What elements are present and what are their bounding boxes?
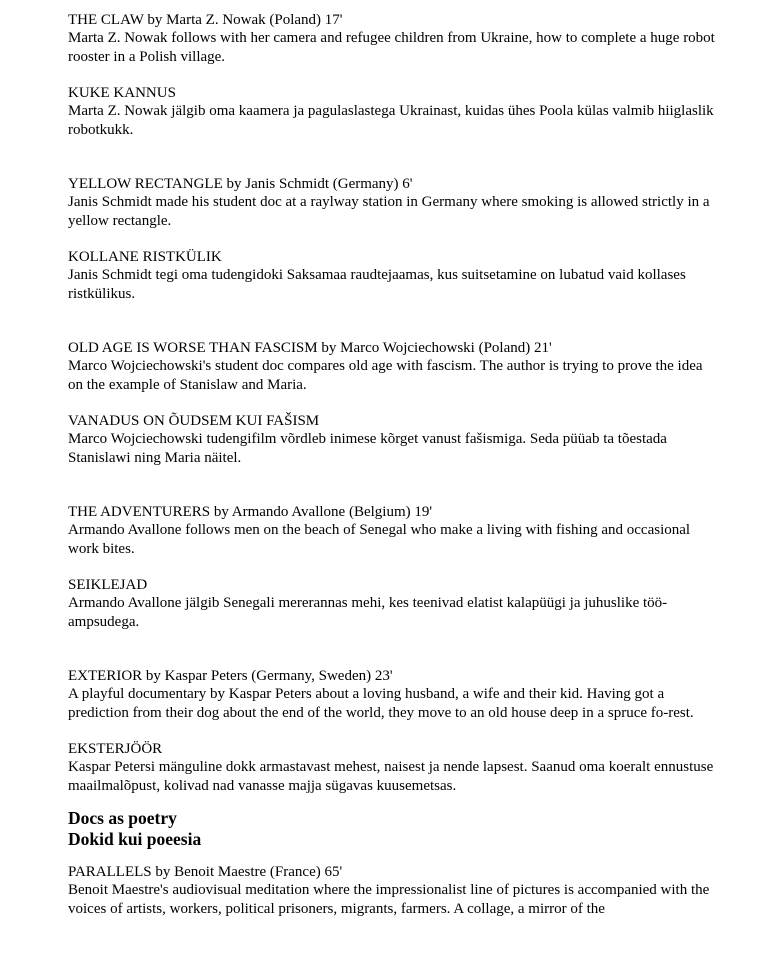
film-title: THE CLAW by Marta Z. Nowak (Poland) 17'	[68, 12, 343, 28]
section-heading-et: Dokid kui poeesia	[68, 828, 202, 849]
film-description: A playful documentary by Kaspar Peters about a loving husband, a wife and their kid. Having got a prediction from their dog about the end of the world, they move to an old house deep in a spruce fo-rest.	[68, 686, 694, 721]
document-page	[68, 11, 718, 918]
film-entry-the-claw	[68, 11, 718, 66]
film-title: OLD AGE IS WORSE THAN FASCISM by Marco Wojciechowski (Poland) 21'	[68, 340, 552, 356]
film-title: SEIKLEJAD	[68, 577, 148, 593]
film-title: KOLLANE RISTKÜLIK	[68, 249, 222, 265]
film-entry-the-adventurers	[68, 503, 718, 558]
film-title: PARALLELS by Benoit Maestre (France) 65'	[68, 864, 343, 880]
film-description: Marta Z. Nowak jälgib oma kaamera ja pagulaslastega Ukrainast, kuidas ühes Poola külas valmib hiiglaslik robotkukk.	[68, 103, 714, 138]
film-entry-vanadus	[68, 412, 718, 467]
film-title: EKSTERJÖÖR	[68, 741, 163, 757]
film-title: KUKE KANNUS	[68, 85, 176, 101]
film-description: Janis Schmidt made his student doc at a raylway station in Germany where smoking is allowed strictly in a yellow rectangle.	[68, 194, 710, 229]
film-entry-kollane-ristkulik	[68, 248, 718, 303]
film-description: Marta Z. Nowak follows with her camera and refugee children from Ukraine, how to complete a huge robot rooster in a Polish village.	[68, 30, 715, 65]
film-description: Armando Avallone follows men on the beach of Senegal who make a living with fishing and occasional work bites.	[68, 522, 691, 557]
film-entry-seiklejad	[68, 576, 718, 631]
film-description: Armando Avallone jälgib Senegali mererannas mehi, kes teenivad elatist kalapüügi ja juhuslike töö-ampsudega.	[68, 595, 668, 630]
section-heading-en: Docs as poetry	[68, 808, 177, 828]
film-title: EXTERIOR by Kaspar Peters (Germany, Sweden) 23'	[68, 668, 393, 684]
film-entry-yellow-rectangle	[68, 175, 718, 230]
film-description: Janis Schmidt tegi oma tudengidoki Saksamaa raudtejaamas, kus suitsetamine on lubatud vaid kollases ristkülikus.	[68, 267, 686, 302]
film-entry-kuke-kannus	[68, 84, 718, 139]
film-description: Marco Wojciechowski tudengifilm võrdleb inimese kõrget vanust fašismiga. Seda püüab ta tõestada Stanislawi ning Maria näitel.	[68, 431, 667, 466]
film-title: YELLOW RECTANGLE by Janis Schmidt (Germany) 6'	[68, 176, 413, 192]
film-entry-eksterjoor	[68, 740, 718, 795]
film-description: Kaspar Petersi mänguline dokk armastavast mehest, naisest ja nende lapsest. Saanud oma koeralt ennustuse maailmalõpust, kolivad nad vanasse majja sügavas kuusemetsas.	[68, 759, 714, 794]
section-heading-block	[68, 808, 718, 849]
film-description: Benoit Maestre's audiovisual meditation where the impressionalist line of pictures is accompanied with the voices of artists, workers, political prisoners, migrants, farmers. A collage, a mirror of the	[68, 882, 710, 917]
film-entry-exterior	[68, 667, 718, 722]
film-entry-old-age	[68, 339, 718, 394]
film-title: THE ADVENTURERS by Armando Avallone (Belgium) 19'	[68, 504, 433, 520]
film-description: Marco Wojciechowski's student doc compares old age with fascism. The author is trying to prove the idea on the example of Stanislaw and Maria.	[68, 358, 703, 393]
film-title: VANADUS ON ÕUDSEM KUI FAŠISM	[68, 413, 320, 429]
film-entry-parallels	[68, 863, 718, 918]
